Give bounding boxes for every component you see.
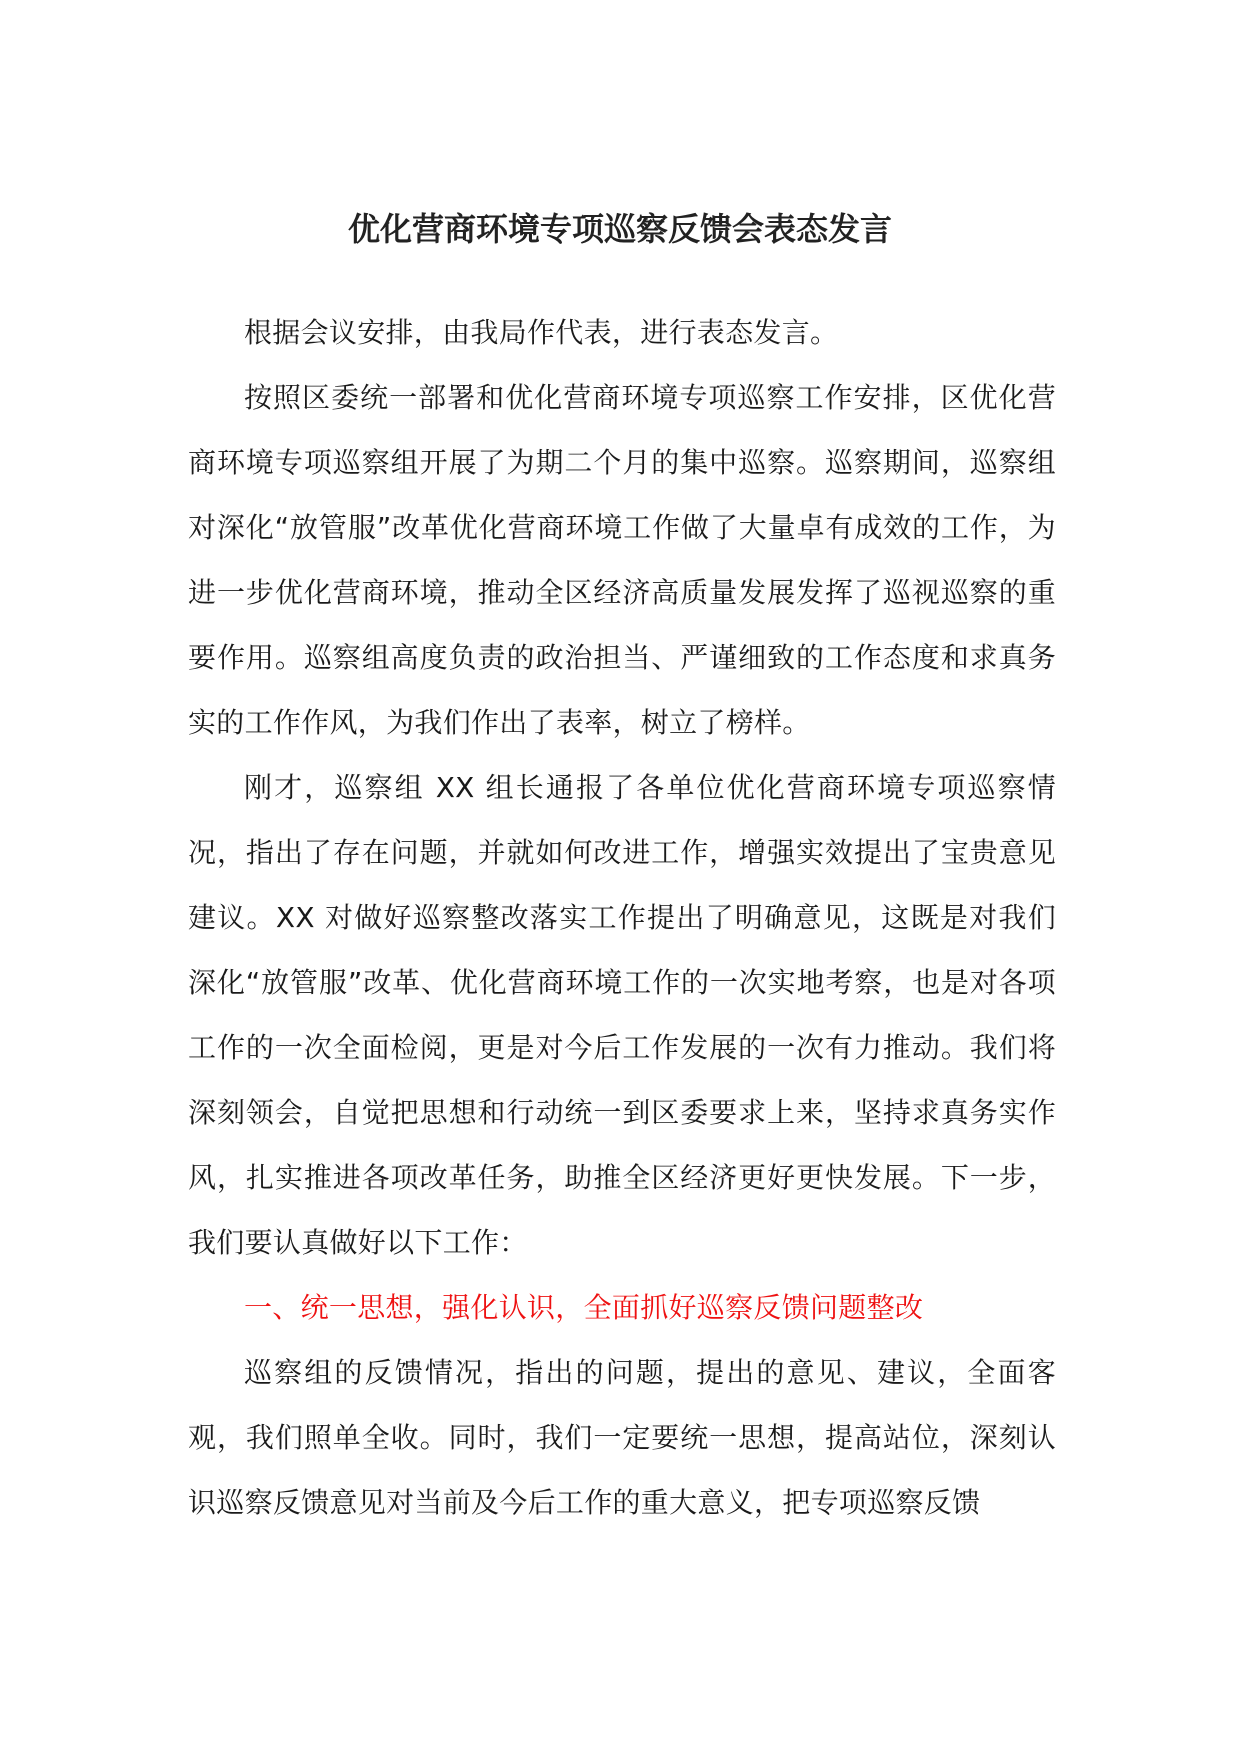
document-body [188,300,1056,1535]
section-heading: 一、统一思想，强化认识，全面抓好巡察反馈问题整改 [244,1291,924,1324]
paragraph-section-1: 巡察组的反馈情况，指出的问题，提出的意见、建议，全面客观，我们照单全收。同时，我们一定要统一思想，提高站位，深刻认识巡察反馈意见对当前及今后工作的重大意义，把专项巡察反馈 [188,1356,1056,1519]
document-title: 优化营商环境专项巡察反馈会表态发言 [347,210,892,248]
paragraph-feedback: 刚才，巡察组 XX 组长通报了各单位优化营商环境专项巡察情况，指出了存在问题，并就如何改进工作，增强实效提出了宝贵意见建议。XX 对做好巡察整改落实工作提出了明确意见，这既是对我们深化“放管服”改革、优化营商环境工作的一次实地考察，也是对各项工作的一次全面检阅，更是对今后工作发展的一次有力推动。我们将深刻领会，自觉把思想和行动统一到区委要求上来，坚持求真务实作风，扎实推进各项改革任务，助推全区经济更好更快发展。下一步，我们要认真做好以下工作： [188,771,1056,1259]
paragraph-background: 按照区委统一部署和优化营商环境专项巡察工作安排，区优化营商环境专项巡察组开展了为期二个月的集中巡察。巡察期间，巡察组对深化“放管服”改革优化营商环境工作做了大量卓有成效的工作，为进一步优化营商环境，推动全区经济高质量发展发挥了巡视巡察的重要作用。巡察组高度负责的政治担当、严谨细致的工作态度和求真务实的工作作风，为我们作出了表率，树立了榜样。 [188,381,1056,739]
paragraph-intro: 根据会议安排，由我局作代表，进行表态发言。 [244,316,839,349]
